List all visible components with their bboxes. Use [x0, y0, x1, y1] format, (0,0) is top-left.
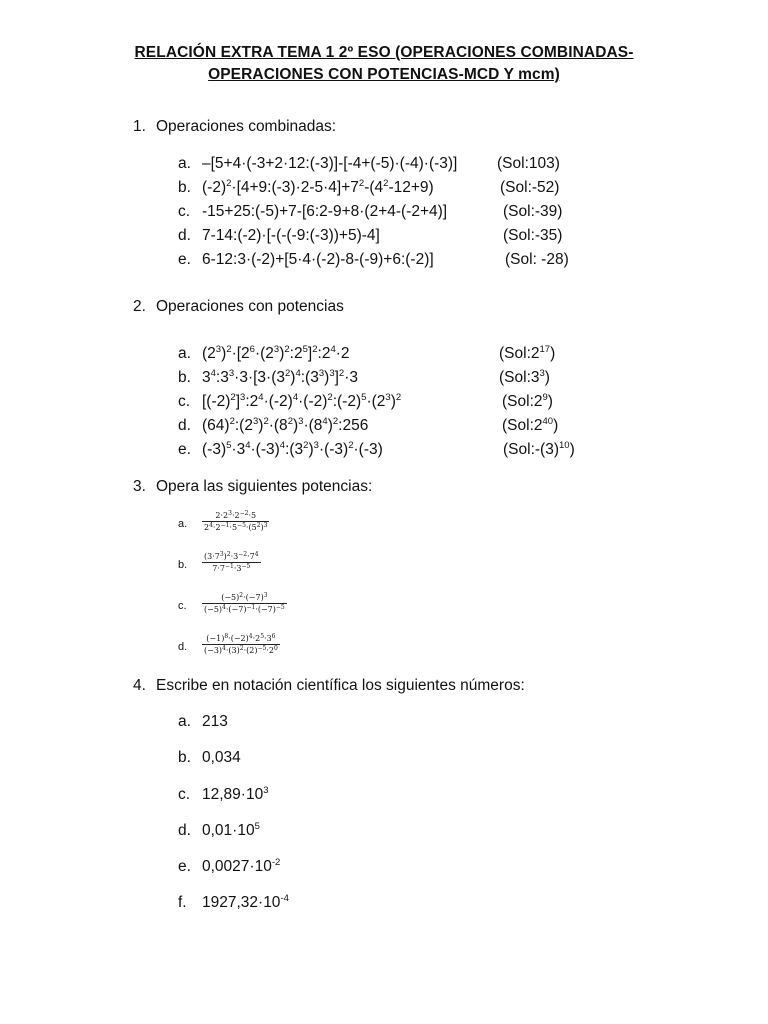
fraction: $\frac{2\cdot 2^3\cdot 2^{-2}\cdot 5}{2^4\cdot 2^{-1}\cdot 5^{-5}\cdot(5^2)^3}$	[204, 510, 268, 532]
solution-2e: $(Sol:-(3)^{10})$	[503, 440, 575, 458]
expression: $(-3)^5\cdot 3^4\cdot(-3)^4:(3^2)^3\cdot(-3)^2\cdot(-3)$	[202, 440, 383, 458]
section-number: 1.	[133, 118, 146, 135]
number: 0,01·10	[202, 822, 255, 839]
section-title: Escribe en notación científica los siguientes números:	[156, 677, 525, 694]
section-4-heading	[133, 677, 525, 695]
exercise-4e: e. $0,0027\cdot 10^{-2}$	[178, 857, 281, 875]
solution-2a: $(Sol:2^{17})$	[499, 344, 556, 362]
exercise-4a: a. 213	[178, 713, 228, 730]
fraction: $\frac{(-1)^8\cdot(-2)^4\cdot 2^5\cdot 3^6}{(-3)^4\cdot(3)^2\cdot(2)^{-5}\cdot 2^0}$	[204, 633, 278, 655]
section-number: 2.	[133, 298, 146, 315]
section-title: Operaciones con potencias	[156, 298, 344, 315]
exercise-4b: b. 0,034	[178, 749, 241, 766]
exercise-1d: d. 7-14:(-2)·[-(-(-9:(-3))+5)-4]	[178, 227, 380, 244]
section-1-heading	[133, 118, 336, 136]
solution-2b: $(Sol:3^3)$	[499, 368, 550, 386]
number: 0,0027·10	[202, 858, 272, 875]
expression: –[5+4·(-3+2·12:(-3)]-[-4+(-5)·(-4)·(-3)]	[202, 155, 458, 172]
document-title-line1: RELACIÓN EXTRA TEMA 1 2º ESO (OPERACIONES COMBINADAS-	[134, 44, 634, 61]
exercise-4d: d. $0,01\cdot 10^5$	[178, 821, 260, 839]
exercise-1c: c. -15+25:(-5)+7-[6:2-9+8·(2+4-(-2+4)]	[178, 203, 448, 220]
number: 12,89·10	[202, 786, 264, 803]
number: 1927,32·10	[202, 894, 281, 911]
document-title-line2: OPERACIONES CON POTENCIAS-MCD Y mcm)	[208, 66, 560, 83]
exercise-1a: a. –[5+4·(-3+2·12:(-3)]-[-4+(-5)·(-4)·(-3)]	[178, 155, 458, 172]
expression: $(-2)^2\cdot[4+9:(-3)\cdot 2-5\cdot 4]+7^2-(4^2-12+9)$	[202, 178, 434, 196]
solution-1d: (Sol:-35)	[503, 227, 563, 244]
section-number: 3.	[133, 478, 146, 495]
exercise-4c: c. $12,89\cdot 10^3$	[178, 785, 269, 803]
expression: $[(-2)^2]^3:2^4\cdot(-2)^4\cdot(-2)^2:(-2)^5\cdot(2^3)^2$	[202, 392, 402, 410]
exercise-1b: b. $(-2)^2\cdot[4+9:(-3)\cdot 2-5\cdot 4]+7^2-(4^2-12+9)$	[178, 178, 434, 196]
expression: 6-12:3·(-2)+[5·4·(-2)-8-(-9)+6:(-2)]	[202, 251, 434, 268]
expression: $3^4:3^3\cdot 3\cdot[3\cdot(3^2)^4:(3^3)^3]^2\cdot 3$	[202, 368, 359, 386]
exponent: -4	[280, 893, 289, 904]
solution-2d: $(Sol:2^{40})$	[502, 416, 559, 434]
expression: $(64)^2:(2^3)^2\cdot(8^2)^3\cdot(8^4)^2:256$	[202, 416, 369, 434]
solution-1a: (Sol:103)	[497, 155, 560, 172]
exercise-2e: e. $(-3)^5\cdot 3^4\cdot(-3)^4:(3^2)^3\cdot(-3)^2\cdot(-3)$	[178, 440, 383, 458]
section-title: Opera las siguientes potencias:	[156, 478, 373, 495]
exercise-2c: c. $[(-2)^2]^3:2^4\cdot(-2)^4\cdot(-2)^2:(-2)^5\cdot(2^3)^2$	[178, 392, 402, 410]
exponent: -2	[271, 857, 281, 868]
expression: -15+25:(-5)+7-[6:2-9+8·(2+4-(-2+4)]	[202, 203, 448, 220]
section-3-heading	[133, 478, 372, 496]
solution-2c: $(Sol:2^9)$	[502, 392, 553, 410]
exercise-1e: e. 6-12:3·(-2)+[5·4·(-2)-8-(-9)+6:(-2)]	[178, 251, 434, 268]
exercise-2a: a. $(2^3)^2\cdot[2^6\cdot(2^3)^2:2^5]^2:2^4\cdot 2$	[178, 344, 350, 362]
exercise-2d: d. $(64)^2:(2^3)^2\cdot(8^2)^3\cdot(8^4)^2:256$	[178, 416, 369, 434]
exponent: 3	[263, 785, 269, 796]
solution-1e: (Sol: -28)	[505, 251, 569, 268]
exercise-2b: b. $3^4:3^3\cdot 3\cdot[3\cdot(3^2)^4:(3^3)^3]^2\cdot 3$	[178, 368, 359, 386]
expression: $(2^3)^2\cdot[2^6\cdot(2^3)^2:2^5]^2:2^4\cdot 2$	[202, 344, 350, 362]
fraction: $\frac{(3\cdot 7^3)^2\cdot 3^{-2}\cdot 7^4}{7\cdot 7^{-1}\cdot 3^{-5}}$	[204, 551, 259, 573]
number: 213	[202, 713, 228, 730]
section-title: Operaciones combinadas:	[156, 118, 337, 135]
number: 0,034	[202, 749, 241, 766]
exercise-4f: f. $1927,32\cdot 10^{-4}$	[178, 893, 289, 911]
fraction: $\frac{(-5)^2\cdot(-7)^3}{(-5)^4\cdot(-7)^{-1}\cdot(-7)^{-5}}$	[204, 592, 285, 614]
solution-1b: (Sol:-52)	[500, 179, 560, 196]
expression: 7-14:(-2)·[-(-(-9:(-3))+5)-4]	[202, 227, 380, 244]
section-number: 4.	[133, 677, 146, 694]
solution-1c: (Sol:-39)	[503, 203, 563, 220]
section-2-heading	[133, 298, 344, 316]
exponent: 5	[254, 821, 260, 832]
